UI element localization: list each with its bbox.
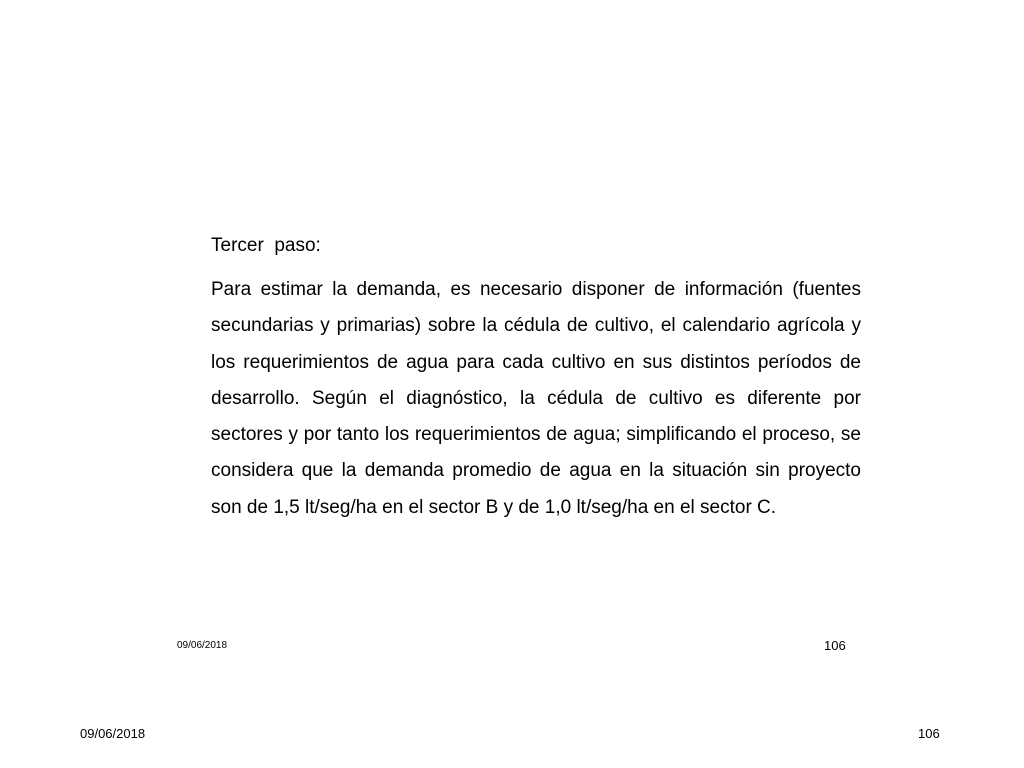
- slide-footer-date: 09/06/2018: [177, 640, 228, 651]
- page-footer-date: 09/06/2018: [80, 726, 146, 741]
- section-heading: Tercer paso:: [211, 235, 321, 256]
- content-block: [211, 228, 861, 526]
- body-paragraph: Para estimar la demanda, es necesario disponer de información (fuentes secundarias y primarias) sobre la cédula de cultivo, el calendario agrícola y los requerimientos de agua para cada cultivo en sus distintos períodos de desarrollo. Según el diagnóstico, la cédula de cultivo es diferente por sectores y por tanto los requerimientos de agua; simplificando el proceso, se considera que la demanda promedio de agua en la situación sin proyecto son de 1,5 lt/seg/ha en el sector B y de 1,0 lt/seg/ha en el sector C.: [211, 279, 861, 518]
- slide-footer-page-number: 106: [824, 638, 846, 653]
- page-footer-page-number: 106: [918, 726, 940, 741]
